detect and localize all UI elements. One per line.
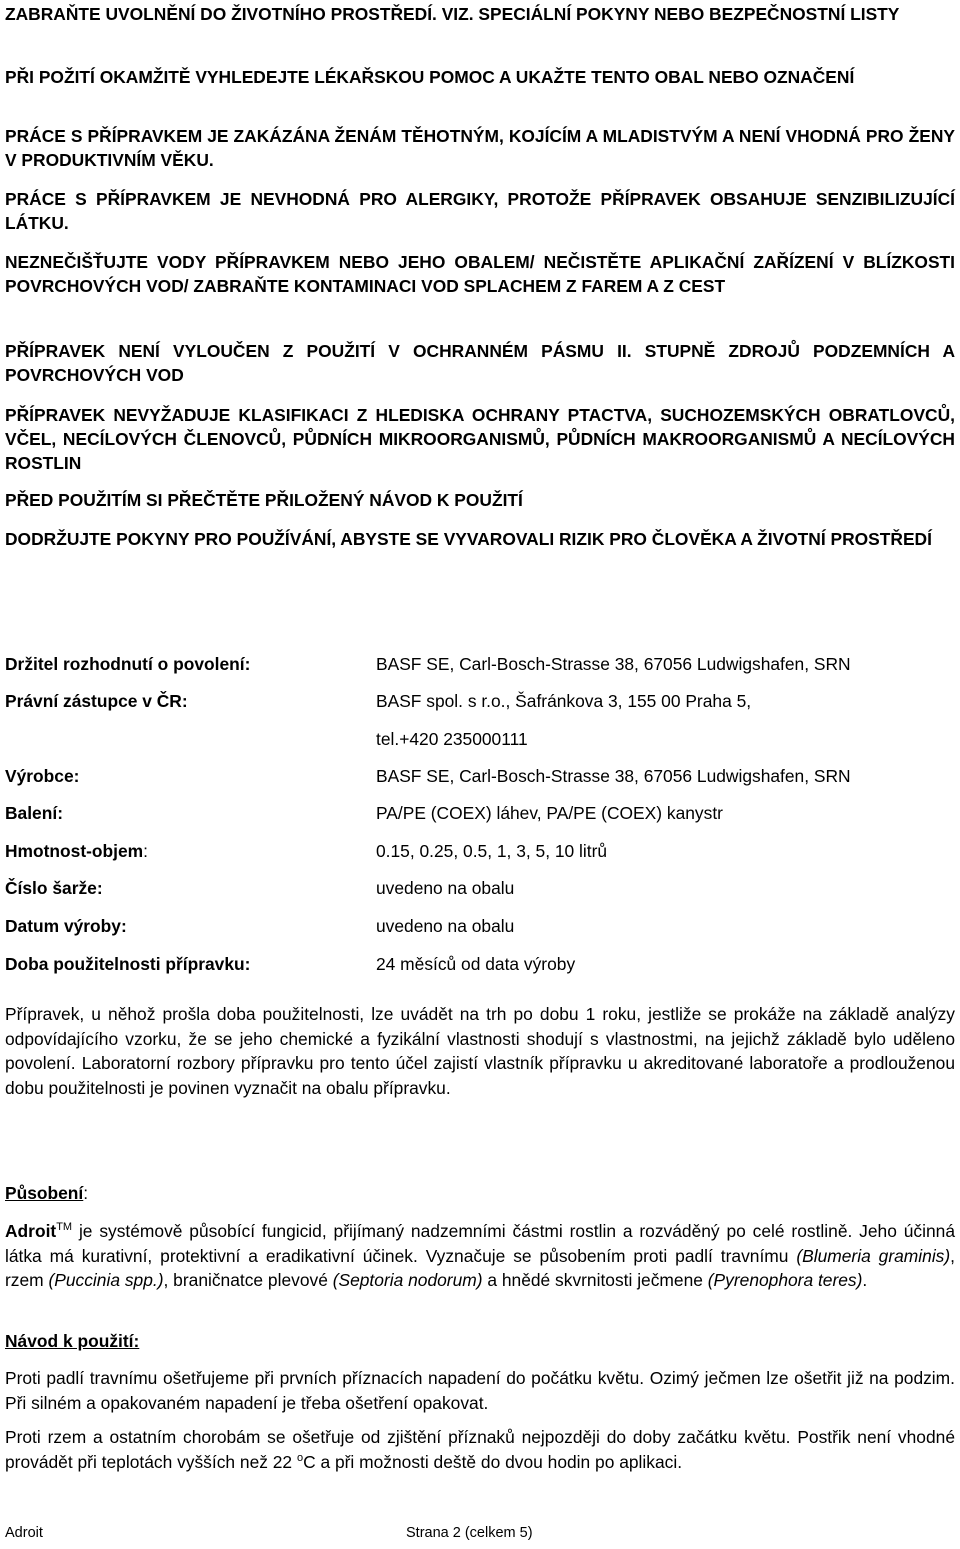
- info-label: Balení:: [5, 803, 63, 823]
- safety-text: PRÁCE S PŘÍPRAVKEM JE NEVHODNÁ PRO ALERGIKY, PROTOŽE PŘÍPRAVEK OBSAHUJE SENZIBILIZUJÍCÍ LÁTKU.: [5, 189, 955, 233]
- pathogen-name: (Septoria nodorum): [332, 1270, 483, 1290]
- info-row-volume: [5, 841, 955, 865]
- info-label: Číslo šarže:: [5, 878, 103, 898]
- info-label: Doba použitelnosti přípravku:: [5, 954, 251, 974]
- info-label-bold: Hmotnost-objem: [5, 841, 144, 861]
- info-label: Výrobce:: [5, 766, 80, 786]
- info-value: uvedeno na obalu: [376, 878, 515, 898]
- safety-text: PŘÍPRAVEK NENÍ VYLOUČEN Z POUŽITÍ V OCHRANNÉM PÁSMU II. STUPNĚ ZDROJŮ PODZEMNÍCH A POVRCHOVÝCH VOD: [5, 341, 955, 385]
- usage-text: C a při možnosti deště do dvou hodin po aplikaci.: [303, 1451, 683, 1472]
- action-text: je systémově působící fungicid, přijímaný nadzemními částmi rostlin a rozváděný po celé rostlině. Jeho účinná látka má kurativní, protektivní a eradikativní účinek. Vyznačuje se působením proti padlí travnímu: [5, 1221, 955, 1266]
- usage-text: Proti rzem a ostatním chorobám se ošetřuje od zjištění příznaků nejpozději do doby začátku květu. Postřik není vhodné provádět při teplotách vyšších než 22: [5, 1427, 955, 1472]
- pathogen-name: (Blumeria graminis): [796, 1245, 951, 1266]
- safety-block-5: [5, 250, 955, 298]
- safety-block-3: [5, 124, 955, 172]
- info-label: [5, 841, 148, 862]
- degree-superscript: o: [296, 1451, 304, 1464]
- action-text: .: [862, 1270, 868, 1290]
- shelf-life-paragraph: Přípravek, u něhož prošla doba použitelnosti, lze uvádět na trh po dobu 1 roku, jestliže se prokáže na základě analýzy odpovídajícího vzorku, že se jeho chemické a fyzikální vlastnosti shodují s vlastnostmi, na jejichž základě bylo uděleno povolení. Laboratorní rozbory přípravku pro tento účel zajistí vlastník přípravku u akreditované laboratoře a prodlouženou dobu použitelnosti je povinen vyznačit na obalu přípravku.: [5, 1004, 955, 1098]
- info-value: 24 měsíců od data výroby: [376, 954, 576, 974]
- safety-text: PŘED POUŽITÍM SI PŘEČTĚTE PŘILOŽENÝ NÁVOD K POUŽITÍ: [5, 490, 523, 510]
- safety-text: ZABRAŇTE UVOLNĚNÍ DO ŽIVOTNÍHO PROSTŘEDÍ. VIZ. SPECIÁLNÍ POKYNY NEBO BEZPEČNOSTNÍ LISTY: [5, 4, 900, 24]
- info-value: tel.+420 235000111: [376, 729, 528, 749]
- safety-block-2: [5, 65, 955, 89]
- info-row-packaging: [5, 803, 955, 827]
- heading-colon: :: [83, 1183, 89, 1203]
- trademark: TM: [56, 1221, 73, 1234]
- safety-block-6: [5, 339, 955, 387]
- info-value: BASF SE, Carl-Bosch-Strasse 38, 67056 Ludwigshafen, SRN: [376, 766, 851, 786]
- info-label: Držitel rozhodnutí o povolení:: [5, 654, 251, 674]
- info-label-colon: :: [143, 841, 148, 861]
- info-label: Datum výroby:: [5, 916, 127, 936]
- info-value: 0.15, 0.25, 0.5, 1, 3, 5, 10 litrů: [376, 841, 608, 861]
- usage-paragraph-2: [5, 1425, 955, 1474]
- info-value: uvedeno na obalu: [376, 916, 515, 936]
- safety-block-8: [5, 488, 955, 512]
- info-row-manufacturer: [5, 766, 955, 790]
- safety-text: PŘI POŽITÍ OKAMŽITĚ VYHLEDEJTE LÉKAŘSKOU POMOC A UKAŽTE TENTO OBAL NEBO OZNAČENÍ: [5, 67, 855, 87]
- info-value: BASF SE, Carl-Bosch-Strasse 38, 67056 Ludwigshafen, SRN: [376, 654, 851, 674]
- section-heading-action: [5, 1183, 88, 1204]
- pathogen-name: (Puccinia spp.): [48, 1270, 164, 1290]
- section-heading-usage: Návod k použití:: [5, 1331, 140, 1351]
- heading-text: Působení: [5, 1183, 84, 1203]
- info-row-batch: [5, 878, 955, 902]
- product-name: Adroit: [5, 1221, 57, 1241]
- action-text: a hnědé skvrnitosti ječmene: [482, 1270, 708, 1290]
- action-text: , rzem: [5, 1245, 956, 1290]
- footer-page-number: Strana 2 (celkem 5): [406, 1525, 533, 1541]
- action-paragraph: [5, 1219, 955, 1293]
- pathogen-name: (Pyrenophora teres): [707, 1270, 863, 1290]
- info-row-shelf-life: [5, 954, 955, 978]
- info-value: BASF spol. s r.o., Šafránkova 3, 155 00 Praha 5,: [376, 691, 752, 711]
- info-row-representative-tel: [5, 729, 955, 753]
- safety-block-7: [5, 403, 955, 475]
- safety-block-4: [5, 187, 955, 235]
- safety-block-9: [5, 527, 955, 551]
- info-value: PA/PE (COEX) láhev, PA/PE (COEX) kanystr: [376, 803, 723, 823]
- info-row-representative: [5, 691, 955, 715]
- safety-text: PRÁCE S PŘÍPRAVKEM JE ZAKÁZÁNA ŽENÁM TĚHOTNÝM, KOJÍCÍM A MLADISTVÝM A NENÍ VHODNÁ PRO ŽENY V PRODUKTIVNÍM VĚKU.: [5, 126, 955, 170]
- action-text: , braničnatce plevové: [163, 1270, 333, 1290]
- safety-text: PŘÍPRAVEK NEVYŽADUJE KLASIFIKACI Z HLEDISKA OCHRANY PTACTVA, SUCHOZEMSKÝCH OBRATLOVCŮ, VČEL, NECÍLOVÝCH ČLENOVCŮ, PŮDNÍCH MIKROORGANISMŮ, PŮDNÍCH MAKROORGANISMŮ A NECÍLOVÝCH ROSTLIN: [5, 405, 955, 473]
- safety-block-1: [5, 2, 955, 26]
- info-row-holder: [5, 654, 955, 678]
- safety-text: DODRŽUJTE POKYNY PRO POUŽÍVÁNÍ, ABYSTE SE VYVAROVALI RIZIK PRO ČLOVĚKA A ŽIVOTNÍ PROSTŘEDÍ: [5, 529, 932, 549]
- footer-product: Adroit: [5, 1525, 43, 1541]
- info-label: Právní zástupce v ČR:: [5, 691, 188, 711]
- usage-paragraph-1: Proti padlí travnímu ošetřujeme při prvních příznacích napadení do počátku květu. Ozimý ječmen lze ošetřit již na podzim. Při silném a opakovaném napadení je třeba ošetření opakovat.: [5, 1368, 955, 1413]
- safety-text: NEZNEČIŠŤUJTE VODY PŘÍPRAVKEM NEBO JEHO OBALEM/ NEČISTĚTE APLIKAČNÍ ZAŘÍZENÍ V BLÍZKOSTI POVRCHOVÝCH VOD/ ZABRAŇTE KONTAMINACI VOD SPLACHEM Z FAREM A Z CEST: [5, 252, 955, 296]
- info-row-production-date: [5, 916, 955, 940]
